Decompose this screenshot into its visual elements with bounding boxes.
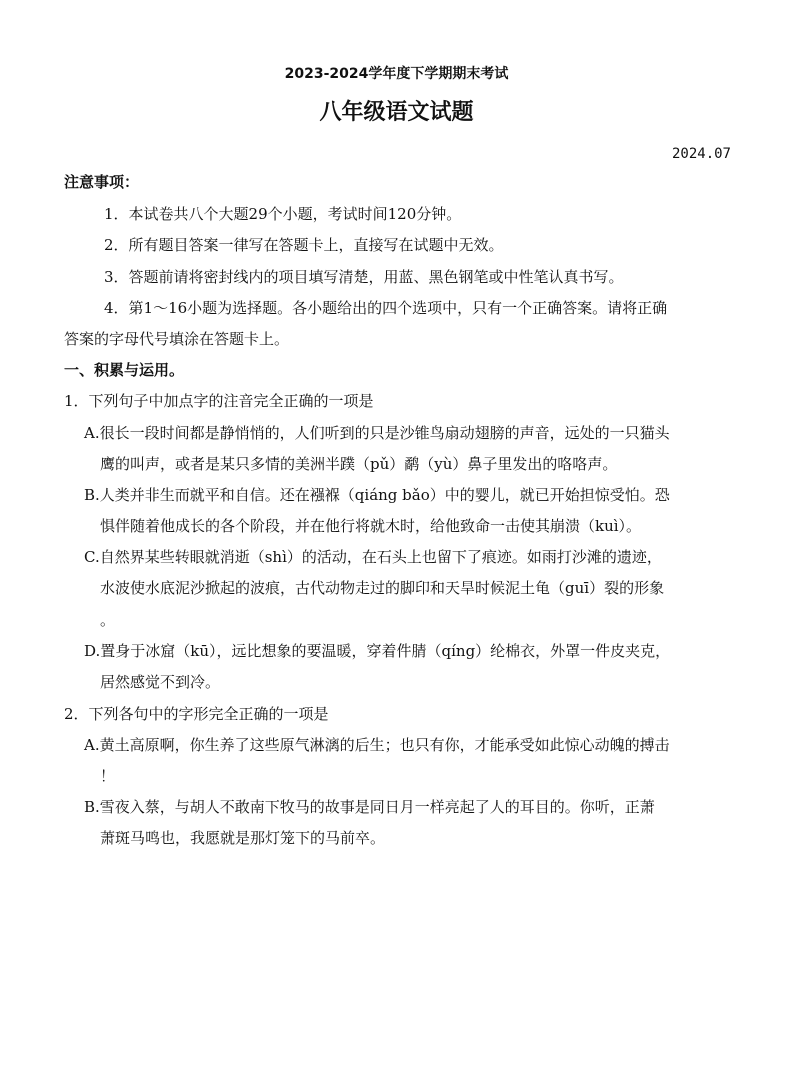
- notes-item-2: 2．所有题目答案一律写在答题卡上，直接写在试题中无效。: [104, 236, 504, 254]
- q1-option-c-line2: 水波使水底泥沙掀起的波痕，古代动物走过的脚印和天旱时候泥土龟（guī）裂的形象: [100, 579, 665, 597]
- q1-option-c-line3: 。: [100, 611, 116, 629]
- notes-item-4: 4．第1～16小题为选择题。各小题给出的四个选项中，只有一个正确答案。请将正确: [104, 299, 668, 317]
- notes-item-1: 1．本试卷共八个大题29个小题，考试时间120分钟。: [104, 205, 462, 223]
- q2-option-b-line2: 萧斑马鸣也，我愿就是那灯笼下的马前卒。: [100, 829, 386, 847]
- q1-option-b-line2: 惧伴随着他成长的各个阶段，并在他行将就木时，给他致命一击使其崩溃（kuì）。: [100, 517, 642, 535]
- exam-title: 八年级语文试题: [319, 100, 474, 125]
- q1-option-d-line2: 居然感觉不到冷。: [100, 673, 221, 691]
- exam-subtitle: 2023-2024学年度下学期期末考试: [284, 66, 509, 82]
- q2-option-b-line1: B.雪夜入蔡，与胡人不敢南下牧马的故事是同日月一样亮起了人的耳目的。你听，正萧: [84, 798, 655, 816]
- q1-option-a-line1: A.很长一段时间都是静悄悄的，人们听到的只是沙锥鸟扇动翅膀的声音，远处的一只猫头: [84, 424, 670, 442]
- notes-heading: 注意事项：: [64, 173, 140, 191]
- q2-option-a-line1: A.黄土高原啊，你生养了这些原气淋漓的后生；也只有你，才能承受如此惊心动魄的搏击: [84, 736, 670, 754]
- q1-option-a-line2: 鹰的叫声，或者是某只多情的美洲半蹼（pǔ）鹬（yù）鼻子里发出的咯咯声。: [100, 455, 618, 473]
- section-heading: 一、积累与运用。: [64, 361, 185, 379]
- q1-option-b-line1: B.人类并非生而就平和自信。还在襁褓（qiáng bǎo）中的婴儿，就已开始担惊受怕。恐: [84, 486, 670, 504]
- question-1-stem: 1．下列句子中加点字的注音完全正确的一项是: [64, 392, 374, 410]
- q1-option-d-line1: D.置身于冰窟（kū），远比想象的要温暖，穿着件腈（qíng）纶棉衣，外罩一件皮夹克，: [84, 642, 671, 660]
- q2-option-a-line2: ！: [100, 767, 116, 785]
- notes-item-4-continued: 答案的字母代号填涂在答题卡上。: [64, 330, 290, 348]
- exam-date: 2024.07: [671, 146, 731, 162]
- notes-item-3: 3．答题前请将密封线内的项目填写清楚，用蓝、黑色钢笔或中性笔认真书写。: [104, 268, 624, 286]
- question-2-stem: 2．下列各句中的字形完全正确的一项是: [64, 705, 329, 723]
- q1-option-c-line1: C.自然界某些转眼就消逝（shì）的活动，在石头上也留下了痕迹。如雨打沙滩的遗迹，: [84, 548, 662, 566]
